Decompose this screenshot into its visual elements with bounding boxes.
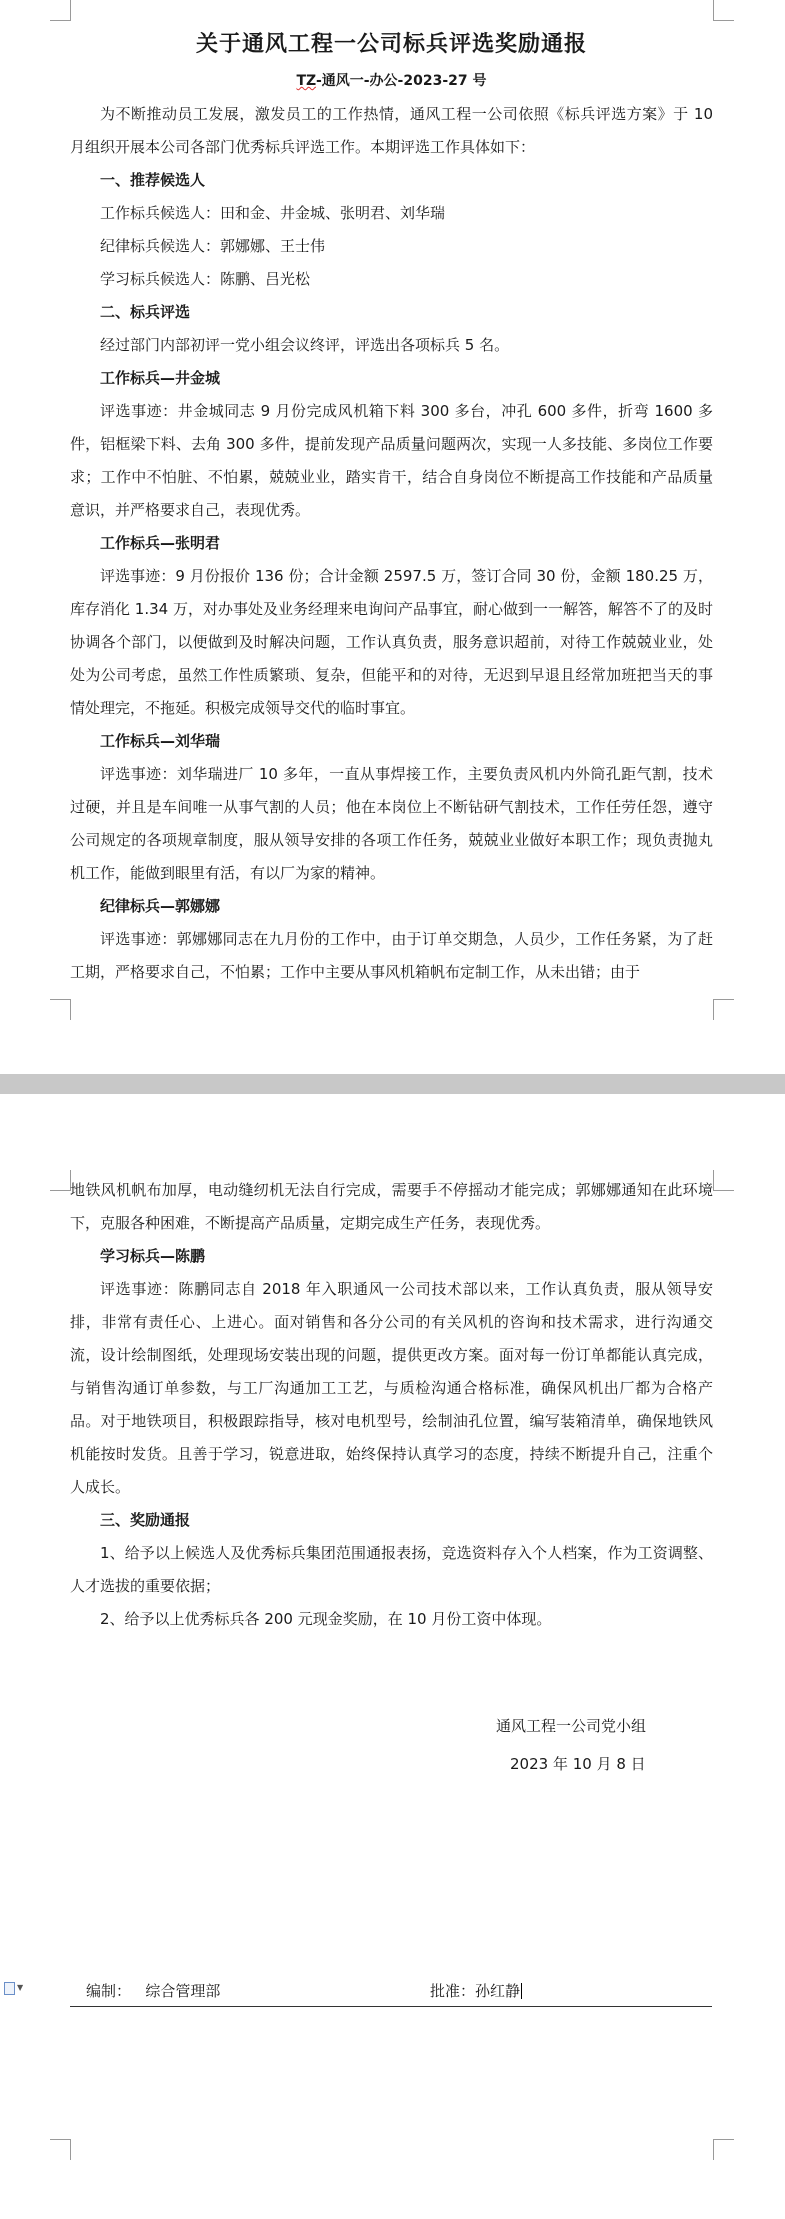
page-corner-mark bbox=[713, 2139, 734, 2160]
editor-value: 综合管理部 bbox=[145, 1982, 221, 2000]
page-separator bbox=[0, 1074, 785, 1094]
intro-paragraph: 为不断推动员工发展，激发员工的工作热情，通风工程一公司依照《标兵评选方案》于 10 月组织开展本公司各部门优秀标兵评选工作。本期评选工作具体如下： bbox=[70, 105, 713, 156]
award-text-liu: 评选事迹：刘华瑞进厂 10 多年，一直从事焊接工作，主要负责风机内外筒孔距气割，技术过硬，并且是车间唯一从事气割的人员；他在本岗位上不断钻研气割技术，工作任劳任怨，遵守公司规定的各项规章制度，服从领导安排的各项工作任务，兢兢业业做好本职工作；现负责抛丸机工作，能做到眼里有活，有以厂为家的精神。 bbox=[70, 765, 713, 882]
section-heading-rewards: 三、奖励通报 bbox=[100, 1511, 191, 1529]
chevron-down-icon: ▼ bbox=[17, 1983, 24, 1992]
section-heading-selection: 二、标兵评选 bbox=[100, 303, 191, 321]
document-number-rest: -通风一-办公-2023-27 号 bbox=[315, 73, 487, 89]
sign-date: 2023 年 10 月 8 日 bbox=[510, 1755, 646, 1773]
page-corner-mark bbox=[50, 2139, 71, 2160]
page-2-body[interactable] bbox=[70, 1174, 713, 1636]
page-corner-mark bbox=[713, 1170, 734, 1191]
award-heading-zhang: 工作标兵—张明君 bbox=[100, 534, 221, 552]
award-text-jin: 评选事迹：井金城同志 9 月份完成风机箱下料 300 多台，冲孔 600 多件，折弯 1600 多件，铝框梁下料、去角 300 多件，提前发现产品质量问题两次，实现一人多技能、多岗位工作要求；工作中不怕脏、不怕累，兢兢业业，踏实肯干，结合自身岗位不断提高工作技能和产品质量意识，并严格要求自己，表现优秀。 bbox=[70, 402, 713, 519]
footer-approval-row bbox=[70, 1978, 712, 2007]
approver-field[interactable] bbox=[430, 1978, 522, 2004]
selection-paragraph: 经过部门内部初评一党小组会议终评，评选出各项标兵 5 名。 bbox=[100, 336, 510, 354]
candidates-work: 工作标兵候选人：田和金、井金城、张明君、刘华瑞 bbox=[100, 204, 446, 222]
award-text-guo-part1: 评选事迹：郭娜娜同志在九月份的工作中，由于订单交期急，人员少，工作任务紧，为了赶工期，严格要求自己，不怕累；工作中主要从事风机箱帆布定制工作，从未出错；由于 bbox=[70, 930, 713, 981]
document-number-prefix: TZ bbox=[296, 73, 316, 89]
editor-field bbox=[86, 1978, 220, 2004]
text-caret bbox=[521, 1983, 522, 1999]
document-title: 关于通风工程一公司标兵评选奖励通报 bbox=[195, 32, 587, 57]
document-page-2 bbox=[0, 1094, 785, 2219]
document-dropdown-icon[interactable] bbox=[4, 1980, 26, 1996]
page-corner-mark bbox=[50, 0, 71, 21]
award-heading-liu: 工作标兵—刘华瑞 bbox=[100, 732, 221, 750]
editor-label: 编制： bbox=[86, 1982, 132, 2000]
page-corner-mark bbox=[713, 999, 734, 1020]
approver-value: 孙红静 bbox=[475, 1982, 521, 2000]
page-1-body[interactable] bbox=[70, 28, 713, 989]
document-page-1 bbox=[0, 0, 785, 1074]
award-heading-guo: 纪律标兵—郭娜娜 bbox=[100, 897, 221, 915]
approver-label: 批准： bbox=[430, 1982, 476, 2000]
section-heading-candidates: 一、推荐候选人 bbox=[100, 171, 206, 189]
award-text-zhang: 评选事迹：9 月份报价 136 份；合计金额 2597.5 万，签订合同 30 份，金额 180.25 万，库存消化 1.34 万，对办事处及业务经理来电询问产品事宜，耐心做到一一解答，解答不了的及时协调各个部门，以便做到及时解决问题，工作认真负责，服务意识超前，对待工作兢兢业业，处处为公司考虑，虽然工作性质繁琐、复杂，但能平和的对待，无迟到早退且经常加班把当天的事情处理完，不拖延。积极完成领导交代的临时事宜。 bbox=[70, 567, 713, 717]
candidates-study: 学习标兵候选人：陈鹏、吕光松 bbox=[100, 270, 311, 288]
award-text-chen: 评选事迹：陈鹏同志自 2018 年入职通风一公司技术部以来，工作认真负责，服从领导安排，非常有责任心、上进心。面对销售和各分公司的有关风机的咨询和技术需求，进行沟通交流，设计绘制图纸，处理现场安装出现的问题，提供更改方案。面对每一份订单都能认真完成，与销售沟通订单参数，与工厂沟通加工工艺，与质检沟通合格标准，确保风机出厂都为合格产品。对于地铁项目，积极跟踪指导，核对电机型号，绘制油孔位置，编写装箱清单，确保地铁风机能按时发货。且善于学习，锐意进取，始终保持认真学习的态度，持续不断提升自己，注重个人成长。 bbox=[70, 1280, 713, 1496]
award-heading-jin: 工作标兵—井金城 bbox=[100, 369, 221, 387]
reward-item-1: 1、给予以上候选人及优秀标兵集团范围通报表扬，竞选资料存入个人档案，作为工资调整、人才选拔的重要依据； bbox=[70, 1544, 713, 1595]
award-heading-chen: 学习标兵—陈鹏 bbox=[100, 1247, 206, 1265]
award-text-guo-part2: 地铁风机帆布加厚，电动缝纫机无法自行完成，需要手不停摇动才能完成；郭娜娜通知在此环境下，克服各种困难，不断提高产品质量，定期完成生产任务，表现优秀。 bbox=[70, 1181, 713, 1232]
document-icon bbox=[4, 1982, 15, 1995]
document-number bbox=[70, 66, 713, 96]
reward-item-2: 2、给予以上优秀标兵各 200 元现金奖励，在 10 月份工资中体现。 bbox=[100, 1610, 552, 1628]
page-corner-mark bbox=[50, 1170, 71, 1191]
candidates-discipline: 纪律标兵候选人：郭娜娜、王士伟 bbox=[100, 237, 326, 255]
signer-name: 通风工程一公司党小组 bbox=[496, 1717, 647, 1735]
page-corner-mark bbox=[713, 0, 734, 21]
page-corner-mark bbox=[50, 999, 71, 1020]
